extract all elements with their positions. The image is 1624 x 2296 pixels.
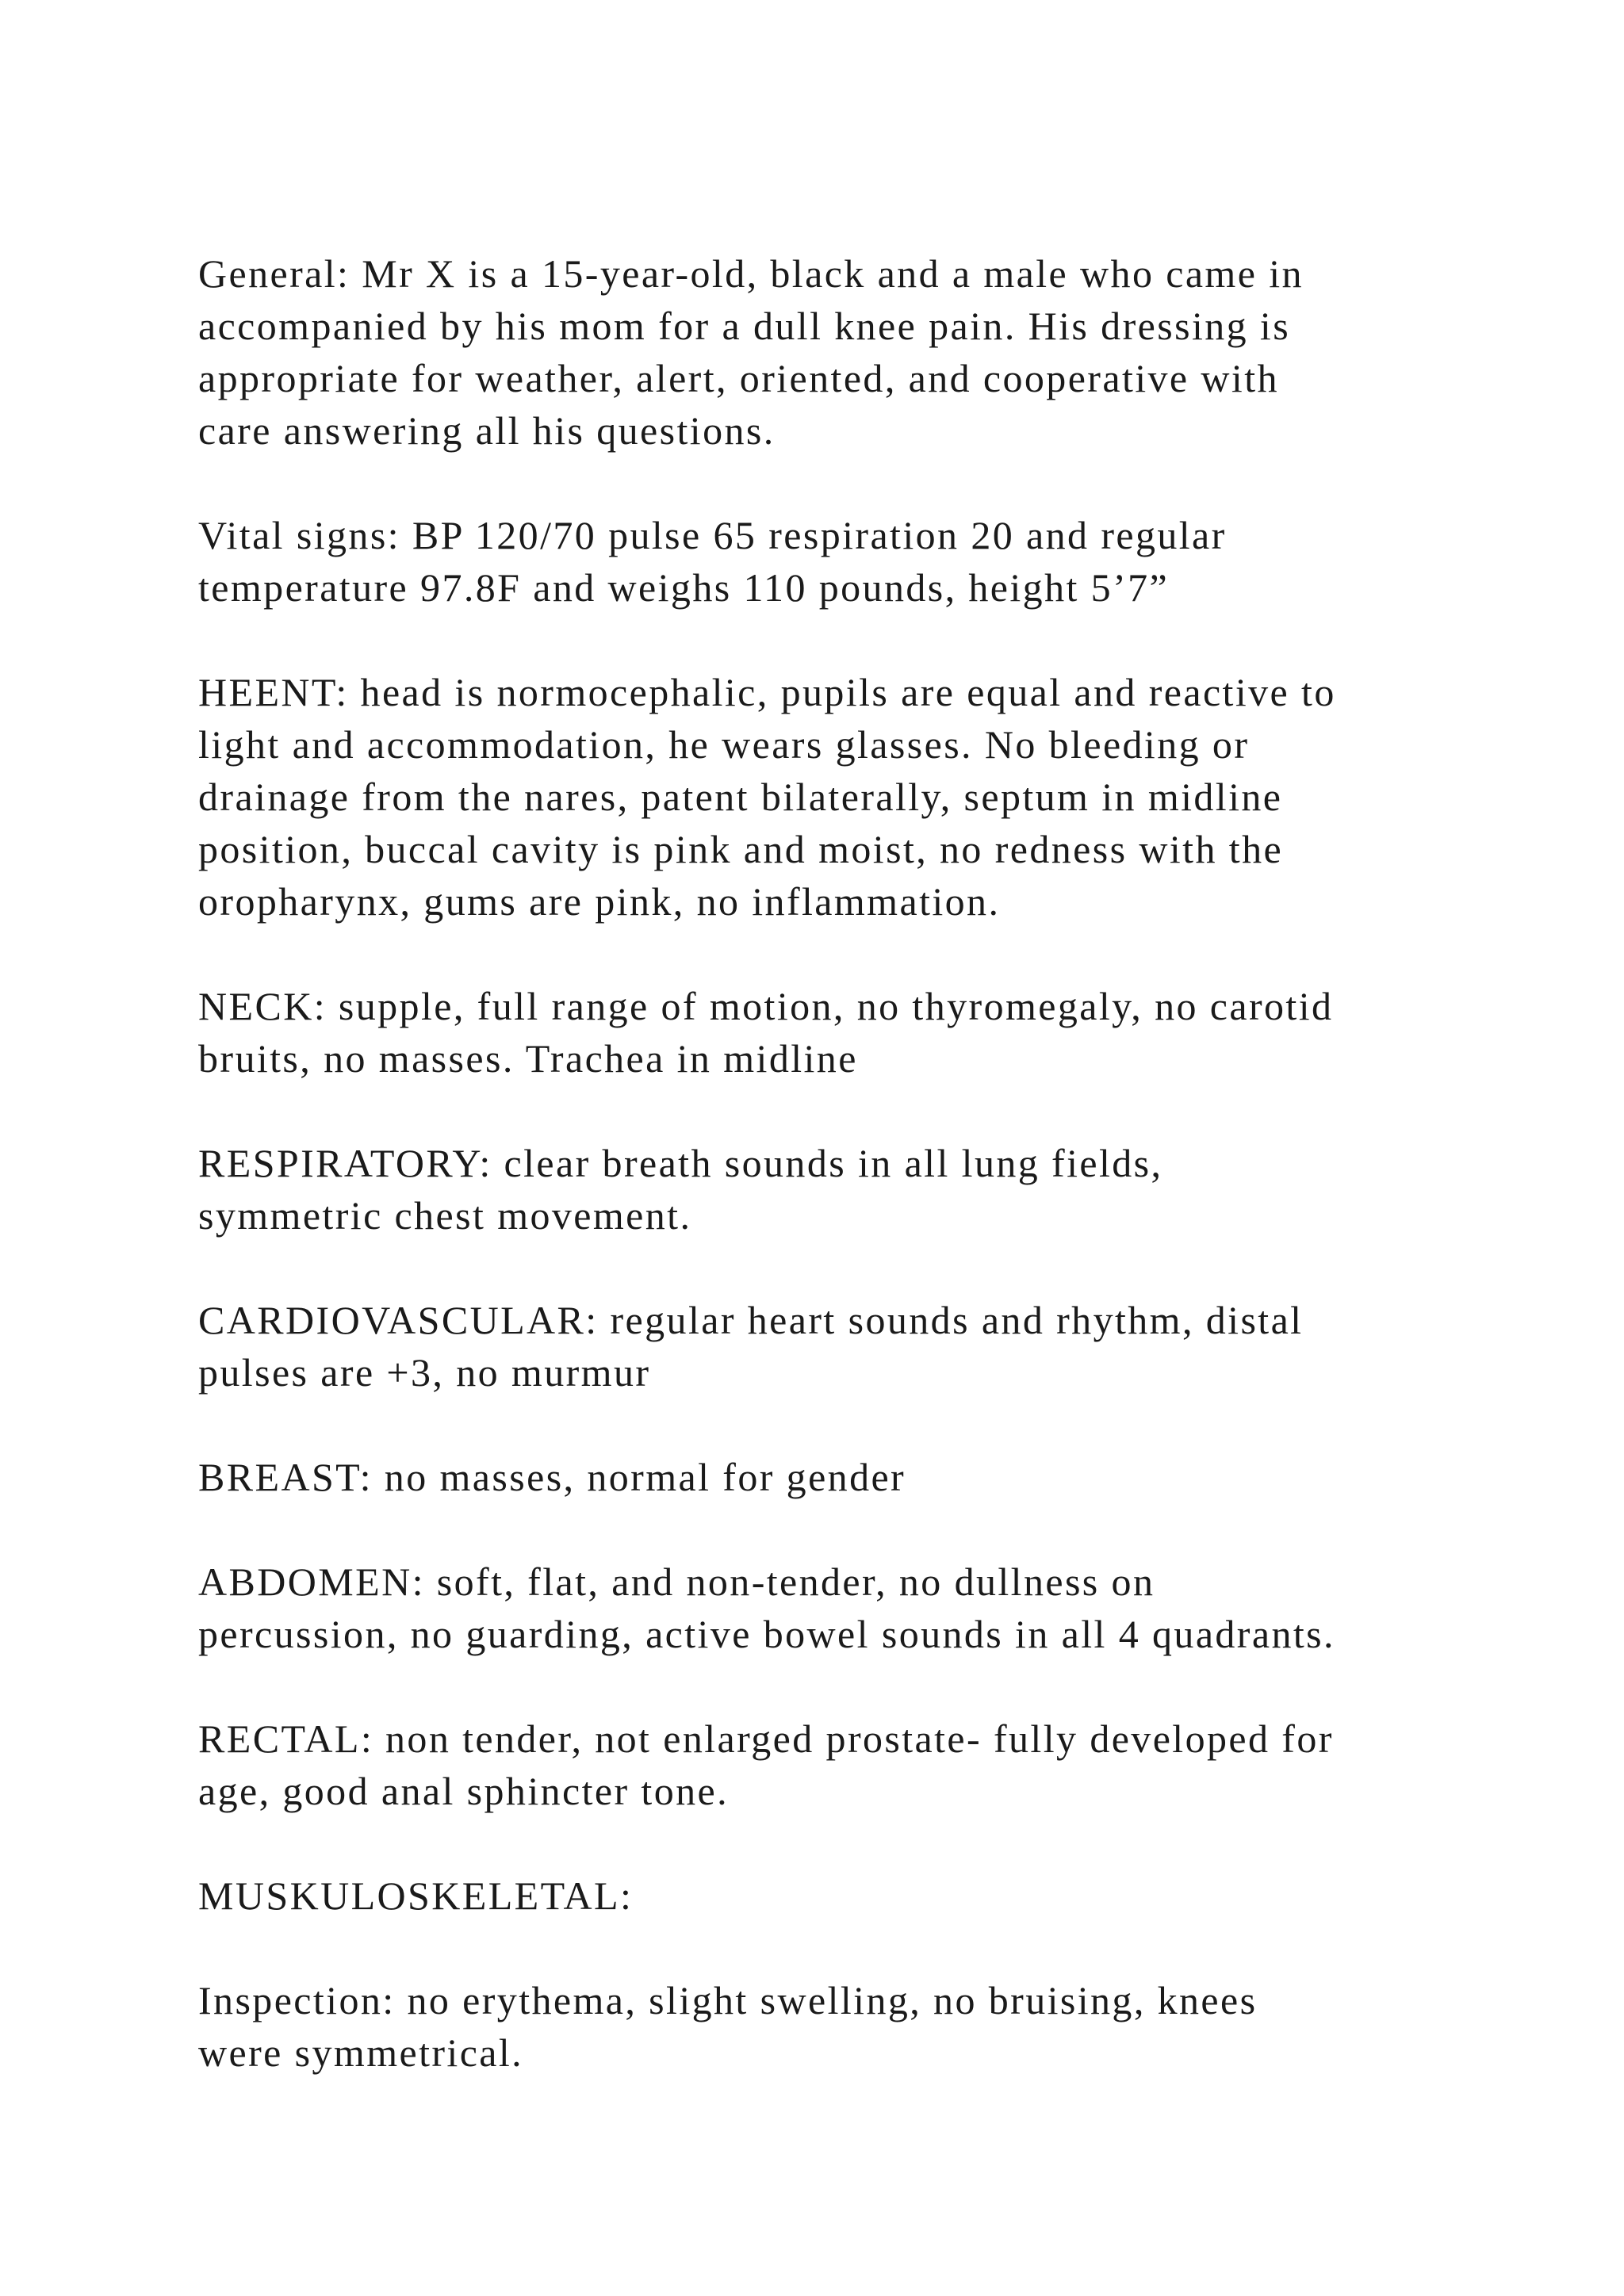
paragraph-musculoskeletal-heading — [198, 1869, 1530, 1922]
text-line: percussion, no guarding, active bowel sounds in all 4 quadrants. — [198, 1612, 1335, 1656]
text-line: temperature 97.8F and weighs 110 pounds, height 5’7” — [198, 565, 1170, 610]
text-line: ABDOMEN: soft, flat, and non-tender, no dullness on — [198, 1559, 1155, 1604]
paragraph-breast — [198, 1451, 1530, 1503]
text-line: CARDIOVASCULAR: regular heart sounds and rhythm, distal — [198, 1298, 1304, 1342]
text-line: RESPIRATORY: clear breath sounds in all lung fields, — [198, 1141, 1163, 1185]
text-line: position, buccal cavity is pink and moist, no redness with the — [198, 827, 1284, 871]
text-line: appropriate for weather, alert, oriented, and cooperative with — [198, 356, 1279, 400]
text-line: care answering all his questions. — [198, 408, 776, 453]
text-line: Vital signs: BP 120/70 pulse 65 respiration 20 and regular — [198, 513, 1227, 557]
text-line: accompanied by his mom for a dull knee pain. His dressing is — [198, 304, 1291, 348]
text-line: General: Mr X is a 15-year-old, black and a male who came in — [198, 251, 1304, 296]
text-line: were symmetrical. — [198, 2030, 524, 2075]
text-line: BREAST: no masses, normal for gender — [198, 1455, 906, 1499]
paragraph-inspection — [198, 1974, 1530, 2079]
text-line: light and accommodation, he wears glasses. No bleeding or — [198, 722, 1250, 767]
text-line: NECK: supple, full range of motion, no thyromegaly, no carotid — [198, 984, 1334, 1028]
text-line: drainage from the nares, patent bilaterally, septum in midline — [198, 775, 1283, 819]
text-line: symmetric chest movement. — [198, 1193, 692, 1238]
text-line: pulses are +3, no murmur — [198, 1350, 651, 1395]
text-line: MUSKULOSKELETAL: — [198, 1873, 634, 1918]
paragraph-vital-signs — [198, 509, 1530, 614]
document-page — [198, 247, 1530, 2131]
paragraph-abdomen — [198, 1556, 1530, 1660]
text-line: RECTAL: non tender, not enlarged prostate- fully developed for — [198, 1716, 1334, 1761]
paragraph-rectal — [198, 1712, 1530, 1817]
text-line: age, good anal sphincter tone. — [198, 1769, 730, 1813]
paragraph-neck — [198, 980, 1530, 1085]
paragraph-respiratory — [198, 1137, 1530, 1242]
paragraph-heent — [198, 666, 1530, 928]
paragraph-cardiovascular — [198, 1294, 1530, 1399]
text-line: Inspection: no erythema, slight swelling, no bruising, knees — [198, 1978, 1258, 2022]
text-line: bruits, no masses. Trachea in midline — [198, 1036, 858, 1081]
paragraph-general — [198, 247, 1530, 457]
text-line: HEENT: head is normocephalic, pupils are equal and reactive to — [198, 670, 1336, 714]
text-line: oropharynx, gums are pink, no inflammation. — [198, 879, 1001, 924]
